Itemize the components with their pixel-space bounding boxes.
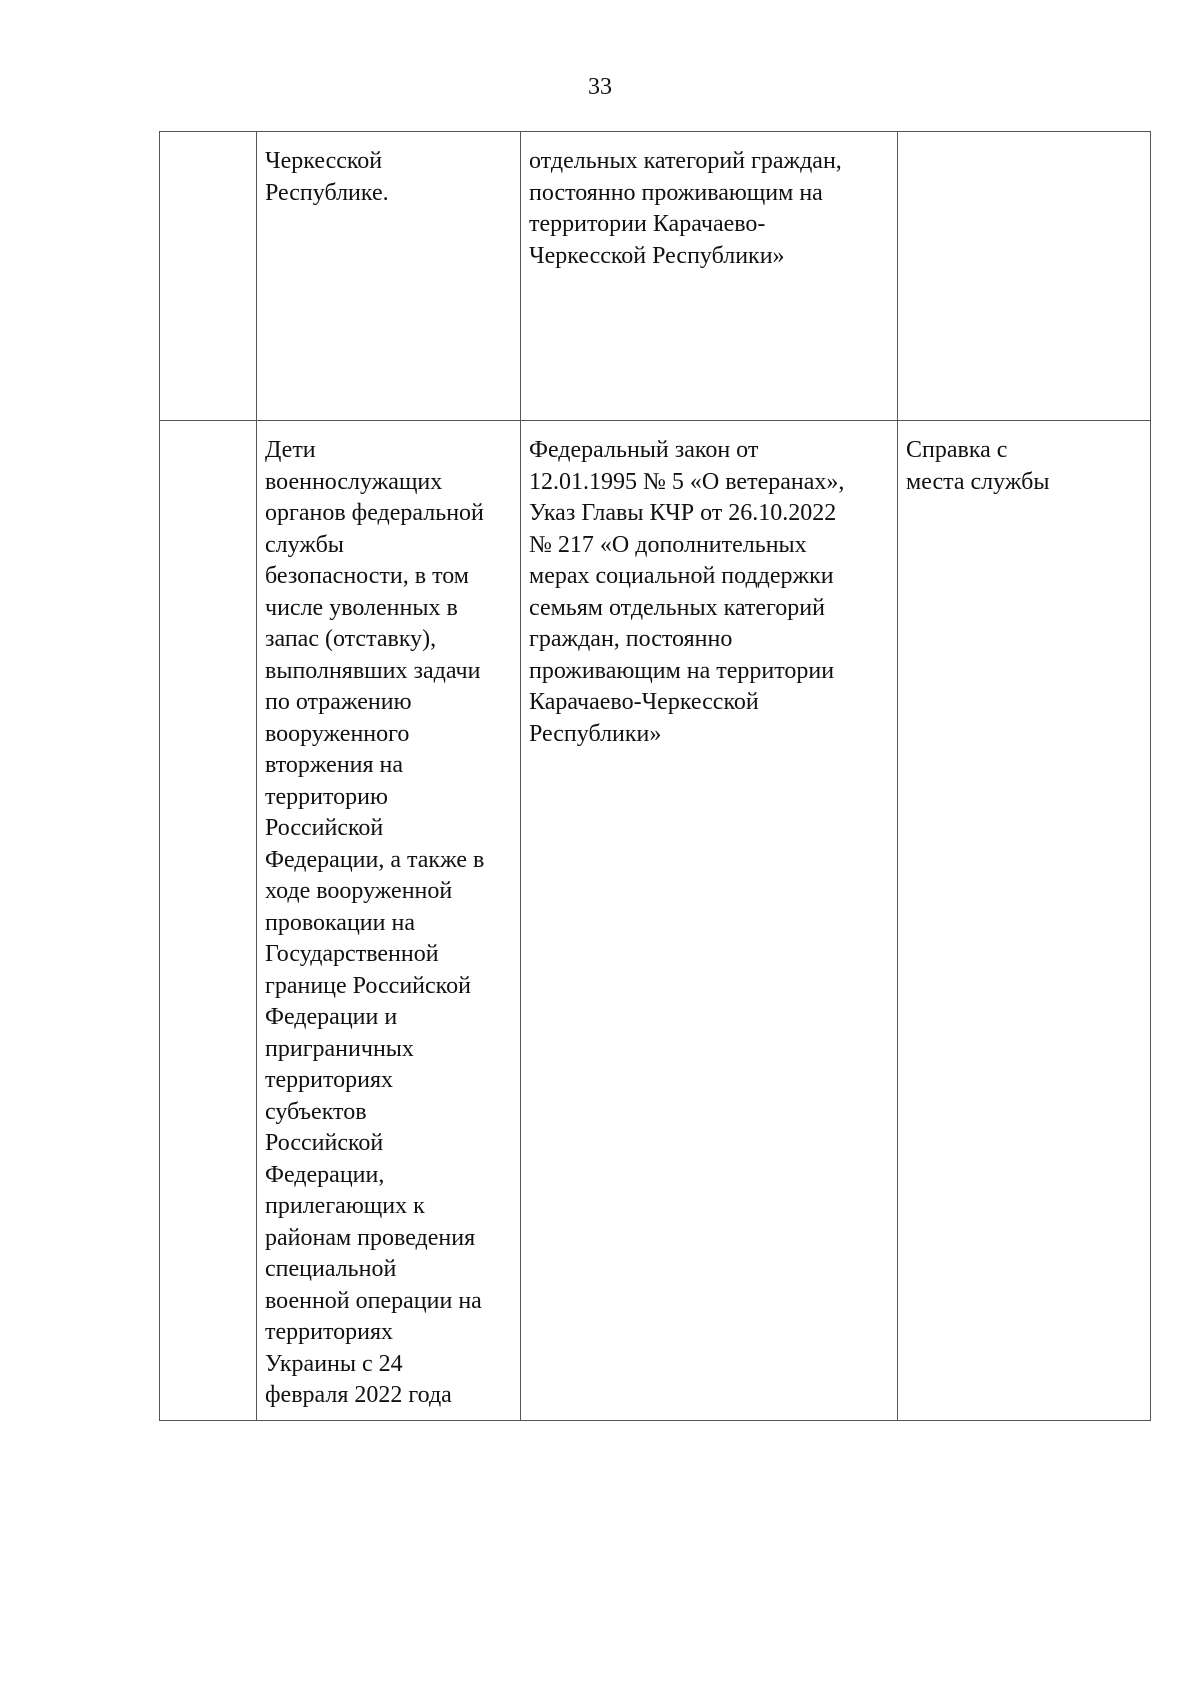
table-cell-legal-basis: отдельных категорий граждан, постоянно проживающим на территории Карачаево- Черкесской Республики» bbox=[521, 132, 898, 421]
table-cell-legal-basis: Федеральный закон от 12.01.1995 № 5 «О ветеранах», Указ Главы КЧР от 26.10.2022 № 217 «О дополнительных мерах социальной поддержки семьям отдельных категорий граждан, постоянно проживающим на территории Карачаево-Черкесской Республики» bbox=[521, 421, 898, 1421]
benefits-table bbox=[159, 131, 1151, 1421]
table-cell-number bbox=[160, 421, 257, 1421]
page-number: 33 bbox=[588, 74, 612, 100]
table-cell-number bbox=[160, 132, 257, 421]
table-cell-documents bbox=[898, 132, 1151, 421]
table-cell-category: Дети военнослужащих органов федеральной службы безопасности, в том числе уволенных в запас (отставку), выполнявших задачи по отражению вооруженного вторжения на территорию Российской Федерации, а также в ходе вооруженной провокации на Государственной границе Российской Федерации и приграничных территориях субъектов Российской Федерации, прилегающих к районам проведения специальной военной операции на территориях Украины с 24 февраля 2022 года bbox=[257, 421, 521, 1421]
table-cell-category: Черкесской Республике. bbox=[257, 132, 521, 421]
table-row bbox=[160, 132, 1151, 421]
table-row bbox=[160, 421, 1151, 1421]
table-cell-documents: Справка с места службы bbox=[898, 421, 1151, 1421]
